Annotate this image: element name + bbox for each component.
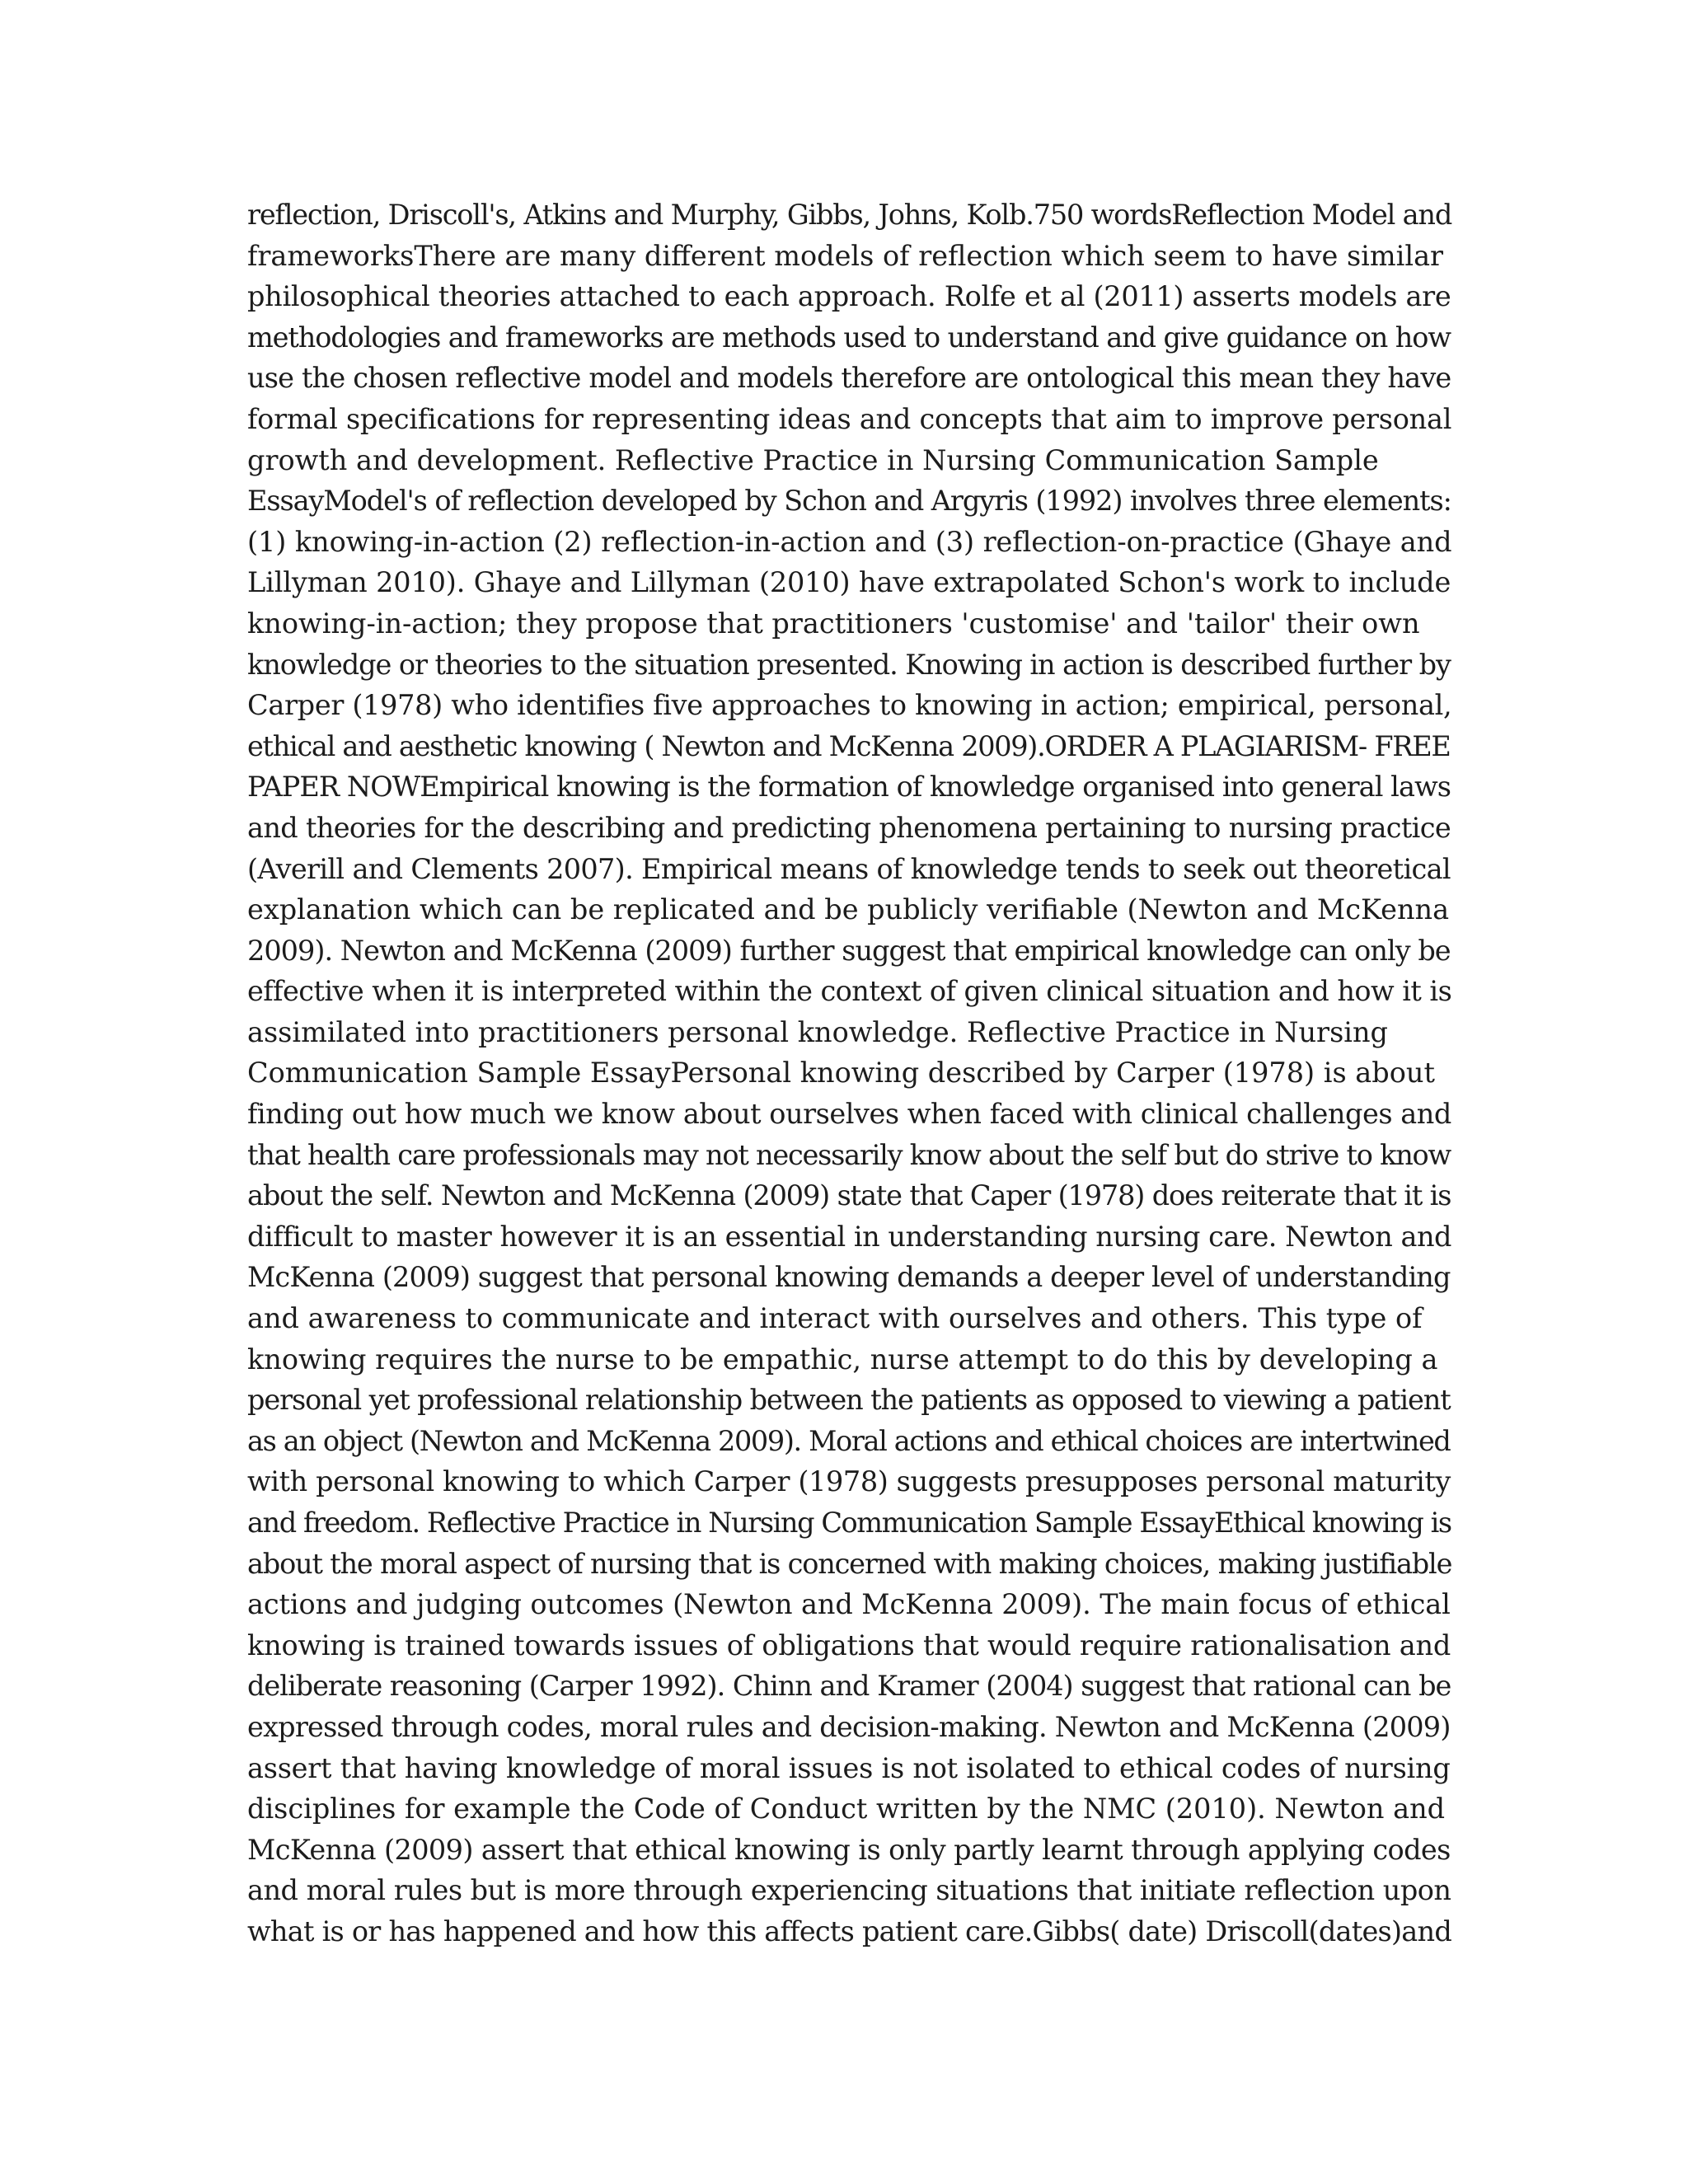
text-line: formal specifications for representing ideas and concepts that aim to improve personal (247, 402, 1452, 435)
text-line: EssayModel's of reflection developed by Schon and Argyris (1992) involves three elements: (247, 485, 1451, 518)
text-line: that health care professionals may not necessarily know about the self but do strive to know (247, 1138, 1451, 1171)
text-line: PAPER NOWEmpirical knowing is the formation of knowledge organised into general laws (247, 771, 1451, 804)
text-line: assert that having knowledge of moral issues is not isolated to ethical codes of nursing (247, 1751, 1451, 1784)
text-line: (Averill and Clements 2007). Empirical means of knowledge tends to seek out theoretical (247, 852, 1451, 885)
text-line: knowing-in-action; they propose that practitioners 'customise' and 'tailor' their own (247, 607, 1420, 640)
text-line: as an object (Newton and McKenna 2009). Moral actions and ethical choices are intertwined (247, 1424, 1451, 1457)
text-line: explanation which can be replicated and be publicly verifiable (Newton and McKenna (247, 893, 1450, 926)
text-line: knowledge or theories to the situation presented. Knowing in action is described further by (247, 648, 1451, 681)
text-line: personal yet professional relationship between the patients as opposed to viewing a patient (247, 1384, 1451, 1417)
text-line: McKenna (2009) suggest that personal knowing demands a deeper level of understanding (247, 1261, 1451, 1294)
text-line: ethical and aesthetic knowing ( Newton and McKenna 2009).ORDER A PLAGIARISM- FREE (247, 729, 1451, 762)
text-line: disciplines for example the Code of Conduct written by the NMC (2010). Newton and (247, 1793, 1446, 1825)
text-line: and theories for the describing and predicting phenomena pertaining to nursing practice (247, 811, 1451, 844)
text-line: use the chosen reflective model and models therefore are ontological this mean they have (247, 362, 1451, 395)
text-line: finding out how much we know about ourselves when faced with clinical challenges and (247, 1098, 1451, 1131)
text-line: effective when it is interpreted within the context of given clinical situation and how it is (247, 975, 1452, 1008)
text-line: assimilated into practitioners personal knowledge. Reflective Practice in Nursing (247, 1015, 1389, 1048)
text-line: and moral rules but is more through experiencing situations that initiate reflection upon (247, 1874, 1451, 1907)
text-line: methodologies and frameworks are methods used to understand and give guidance on how (247, 321, 1451, 354)
text-line: McKenna (2009) assert that ethical knowing is only partly learnt through applying codes (247, 1833, 1451, 1866)
text-line: about the moral aspect of nursing that is concerned with making choices, making justifiable (247, 1547, 1452, 1580)
text-line: and freedom. Reflective Practice in Nursing Communication Sample EssayEthical knowing is (247, 1507, 1451, 1539)
text-line: and awareness to communicate and interact with ourselves and others. This type of (247, 1302, 1423, 1335)
text-line: Lillyman 2010). Ghaye and Lillyman (2010) have extrapolated Schon's work to include (247, 566, 1451, 599)
text-line: philosophical theories attached to each approach. Rolfe et al (2011) asserts models are (247, 280, 1451, 313)
text-line: about the self. Newton and McKenna (2009) state that Caper (1978) does reiterate that it is (247, 1179, 1451, 1212)
text-line: 2009). Newton and McKenna (2009) further suggest that empirical knowledge can only be (247, 934, 1451, 967)
text-line: reflection, Driscoll's, Atkins and Murphy, Gibbs, Johns, Kolb.750 wordsReflection Model and (247, 199, 1452, 231)
text-line: knowing requires the nurse to be empathic, nurse attempt to do this by developing a (247, 1343, 1438, 1376)
text-line: actions and judging outcomes (Newton and McKenna 2009). The main focus of ethical (247, 1588, 1451, 1621)
text-line: with personal knowing to which Carper (1978) suggests presupposes personal maturity (247, 1465, 1451, 1498)
text-line: expressed through codes, moral rules and decision-making. Newton and McKenna (2009) (247, 1710, 1451, 1743)
text-line: frameworksThere are many different models of reflection which seem to have similar (247, 239, 1444, 272)
text-line: Carper (1978) who identifies five approaches to knowing in action; empirical, personal, (247, 689, 1452, 722)
text-line: growth and development. Reflective Practice in Nursing Communication Sample (247, 443, 1379, 476)
text-line: deliberate reasoning (Carper 1992). Chinn and Kramer (2004) suggest that rational can be (247, 1670, 1451, 1703)
text-line: Communication Sample EssayPersonal knowing described by Carper (1978) is about (247, 1057, 1435, 1090)
text-line: knowing is trained towards issues of obligations that would require rationalisation and (247, 1629, 1451, 1661)
text-line: what is or has happened and how this affects patient care.Gibbs( date) Driscoll(dates)and (247, 1915, 1452, 1947)
essay-body-text (247, 194, 1451, 1952)
text-line: (1) knowing-in-action (2) reflection-in-action and (3) reflection-on-practice (Ghaye and (247, 525, 1452, 558)
text-line: difficult to master however it is an essential in understanding nursing care. Newton and (247, 1220, 1452, 1253)
